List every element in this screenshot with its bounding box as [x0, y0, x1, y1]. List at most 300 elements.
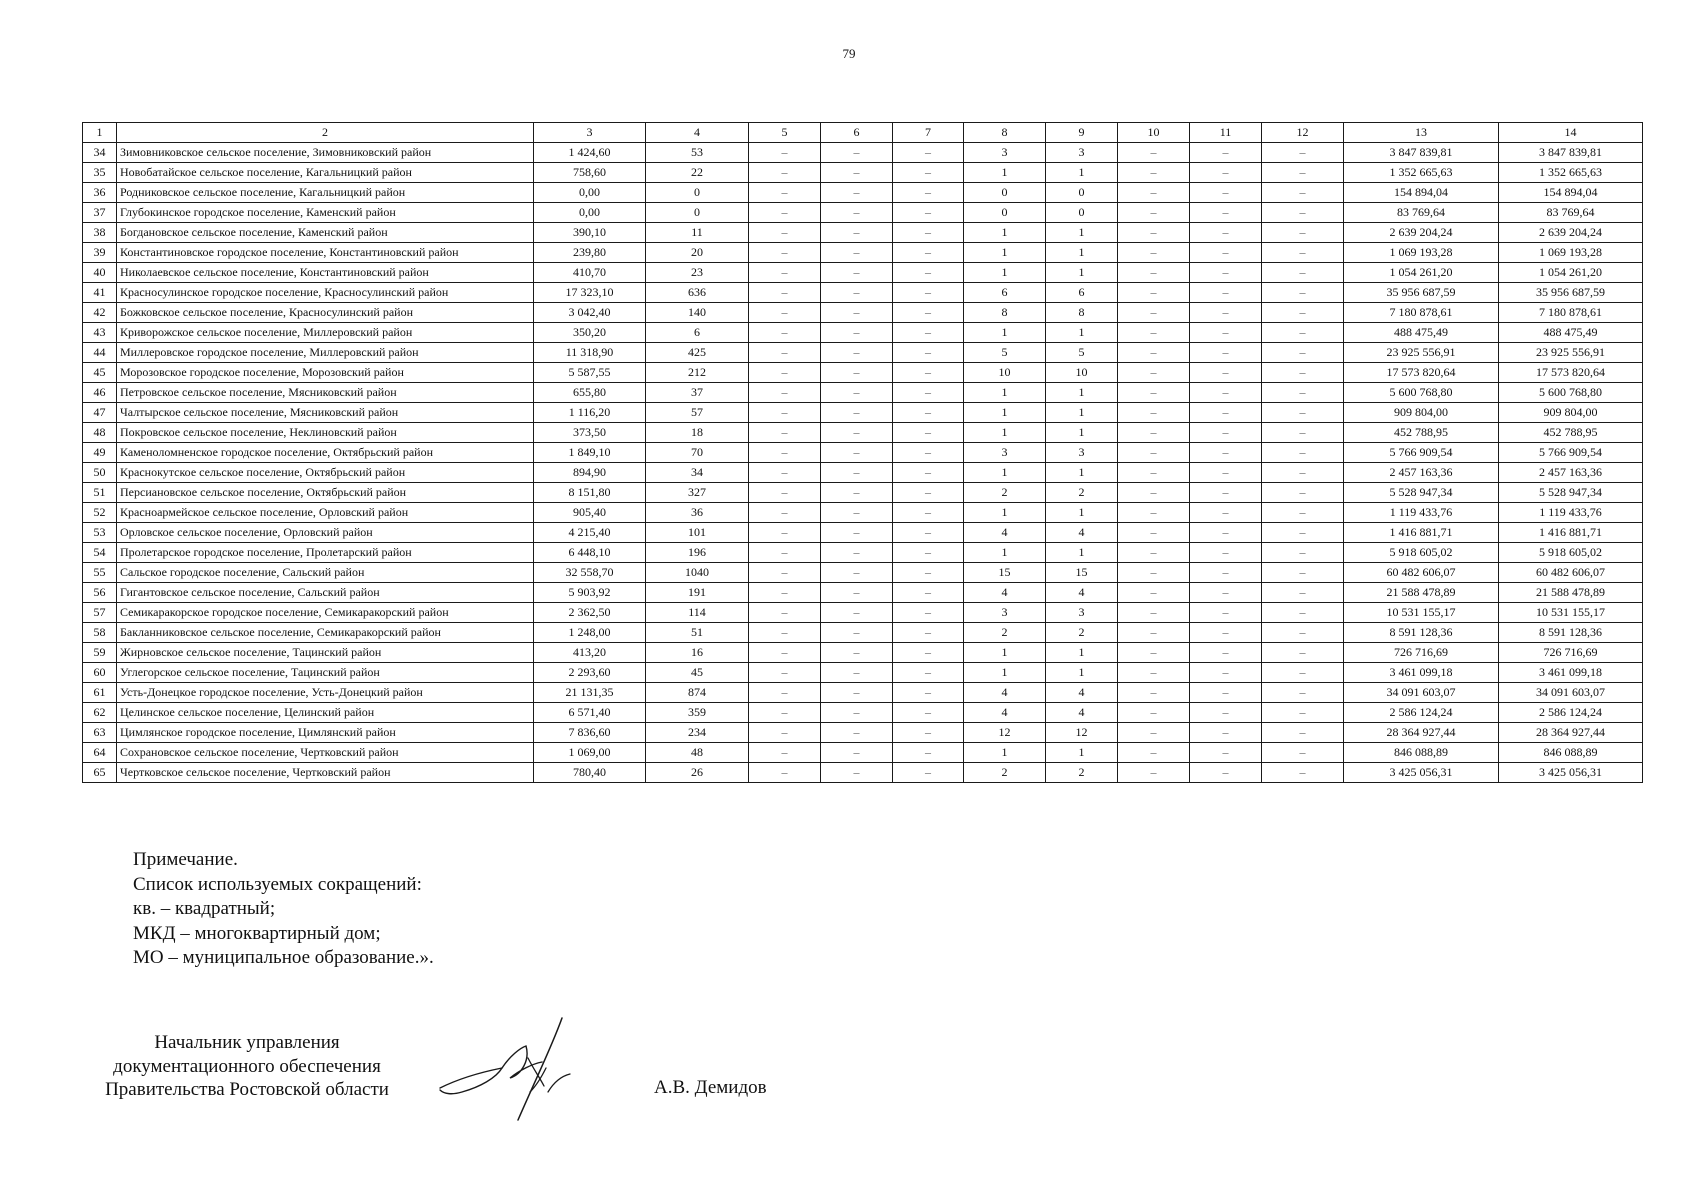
table-cell: – [821, 143, 893, 163]
table-cell: 16 [646, 643, 749, 663]
table-cell: 5 528 947,34 [1499, 483, 1643, 503]
table-cell: – [749, 363, 821, 383]
row-number-cell: 34 [83, 143, 117, 163]
table-cell: – [749, 183, 821, 203]
table-row [83, 563, 1643, 583]
table-cell: – [1190, 443, 1262, 463]
table-row [83, 703, 1643, 723]
table-cell: – [1262, 583, 1344, 603]
table-cell: 17 323,10 [534, 283, 646, 303]
table-cell: – [749, 503, 821, 523]
table-cell: 37 [646, 383, 749, 403]
table-cell: 11 318,90 [534, 343, 646, 363]
table-cell: – [893, 563, 964, 583]
table-cell: – [1262, 263, 1344, 283]
table-cell: 726 716,69 [1344, 643, 1499, 663]
table-cell: – [1190, 663, 1262, 683]
table-cell: 1 [1046, 243, 1118, 263]
table-cell: – [821, 263, 893, 283]
table-cell: 1 [964, 503, 1046, 523]
row-number-cell: 50 [83, 463, 117, 483]
table-cell: 4 [964, 583, 1046, 603]
table-cell: – [749, 483, 821, 503]
table-cell: 1 054 261,20 [1344, 263, 1499, 283]
table-cell: 1 054 261,20 [1499, 263, 1643, 283]
table-cell: – [749, 523, 821, 543]
table-cell: 5 600 768,80 [1499, 383, 1643, 403]
table-cell: – [1118, 663, 1190, 683]
table-cell: – [1190, 163, 1262, 183]
table-cell: – [749, 243, 821, 263]
table-cell: – [1262, 763, 1344, 783]
table-cell: 45 [646, 663, 749, 683]
table-cell: – [821, 383, 893, 403]
table-cell: 2 [964, 483, 1046, 503]
table-cell: – [821, 543, 893, 563]
table-cell: 1 [964, 643, 1046, 663]
table-row [83, 523, 1643, 543]
table-cell: 1 424,60 [534, 143, 646, 163]
table-cell: 7 836,60 [534, 723, 646, 743]
table-cell: – [893, 743, 964, 763]
table-cell: – [821, 183, 893, 203]
table-cell: – [893, 643, 964, 663]
table-cell: – [749, 323, 821, 343]
table-row [83, 663, 1643, 683]
table-cell: 23 925 556,91 [1344, 343, 1499, 363]
table-cell: – [1262, 463, 1344, 483]
table-cell: 3 [964, 443, 1046, 463]
table-cell: – [1262, 283, 1344, 303]
table-cell: – [1190, 643, 1262, 663]
table-cell: – [1262, 683, 1344, 703]
table-cell: – [821, 603, 893, 623]
table-cell: 1 [1046, 663, 1118, 683]
table-cell: – [749, 443, 821, 463]
table-cell: 1 [964, 423, 1046, 443]
table-cell: – [1262, 383, 1344, 403]
note-abbreviations-heading: Список используемых сокращений: [133, 873, 422, 895]
table-body [83, 143, 1643, 783]
table-cell: 3 [964, 143, 1046, 163]
settlement-name-cell: Новобатайское сельское поселение, Кагальницкий район [117, 163, 534, 183]
table-cell: – [749, 743, 821, 763]
column-header: 12 [1262, 123, 1344, 143]
table-row [83, 683, 1643, 703]
table-cell: 1 [964, 263, 1046, 283]
signatory-position-line: документационного обеспечения [113, 1055, 381, 1077]
table-cell: – [821, 443, 893, 463]
table-cell: 636 [646, 283, 749, 303]
table-cell: 758,60 [534, 163, 646, 183]
settlement-name-cell: Константиновское городское поселение, Константиновский район [117, 243, 534, 263]
table-cell: – [893, 423, 964, 443]
table-cell: 212 [646, 363, 749, 383]
table-row [83, 583, 1643, 603]
table-cell: 4 [1046, 683, 1118, 703]
table-cell: – [1118, 583, 1190, 603]
table-cell: – [1262, 323, 1344, 343]
table-cell: – [821, 223, 893, 243]
table-cell: 34 [646, 463, 749, 483]
table-cell: – [1118, 643, 1190, 663]
table-cell: – [821, 763, 893, 783]
table-cell: – [1262, 183, 1344, 203]
table-cell: – [1262, 443, 1344, 463]
table-cell: – [1262, 523, 1344, 543]
table-cell: – [893, 683, 964, 703]
table-cell: – [749, 403, 821, 423]
table-cell: – [1190, 743, 1262, 763]
column-header: 4 [646, 123, 749, 143]
table-cell: 1 [964, 323, 1046, 343]
table-cell: 1 [964, 383, 1046, 403]
table-row [83, 623, 1643, 643]
table-cell: 53 [646, 143, 749, 163]
table-cell: – [821, 323, 893, 343]
table-cell: 8 [1046, 303, 1118, 323]
row-number-cell: 46 [83, 383, 117, 403]
table-cell: 32 558,70 [534, 563, 646, 583]
table-cell: – [1190, 683, 1262, 703]
table-cell: – [1118, 543, 1190, 563]
table-cell: 4 [964, 683, 1046, 703]
table-cell: 21 131,35 [534, 683, 646, 703]
table-cell: 909 804,00 [1499, 403, 1643, 423]
table-cell: – [1118, 603, 1190, 623]
table-row [83, 423, 1643, 443]
table-cell: 5 [1046, 343, 1118, 363]
settlement-name-cell: Целинское сельское поселение, Целинский район [117, 703, 534, 723]
table-cell: – [1118, 183, 1190, 203]
table-cell: 10 531 155,17 [1344, 603, 1499, 623]
table-cell: – [1190, 463, 1262, 483]
table-cell: – [1262, 403, 1344, 423]
table-cell: – [821, 483, 893, 503]
row-number-cell: 47 [83, 403, 117, 423]
row-number-cell: 35 [83, 163, 117, 183]
table-cell: 327 [646, 483, 749, 503]
table-cell: 26 [646, 763, 749, 783]
table-cell: 1 [1046, 463, 1118, 483]
table-cell: 846 088,89 [1499, 743, 1643, 763]
signatory-position-line: Начальник управления [154, 1032, 340, 1053]
table-cell: 48 [646, 743, 749, 763]
table-cell: 1 069 193,28 [1499, 243, 1643, 263]
table-cell: – [1262, 643, 1344, 663]
table-cell: – [1118, 703, 1190, 723]
row-number-cell: 56 [83, 583, 117, 603]
table-cell: 35 956 687,59 [1344, 283, 1499, 303]
table-cell: 3 461 099,18 [1499, 663, 1643, 683]
signatory-position [82, 1031, 412, 1102]
table-cell: 1 [964, 743, 1046, 763]
settlement-name-cell: Криворожское сельское поселение, Миллеровский район [117, 323, 534, 343]
table-cell: 51 [646, 623, 749, 643]
settlement-name-cell: Родниковское сельское поселение, Кагальницкий район [117, 183, 534, 203]
table-cell: – [893, 603, 964, 623]
table-cell: – [893, 343, 964, 363]
table-cell: 21 588 478,89 [1499, 583, 1643, 603]
table-cell: – [749, 583, 821, 603]
table-cell: – [1118, 763, 1190, 783]
table-cell: – [1118, 143, 1190, 163]
table-cell: – [749, 383, 821, 403]
table-cell: 83 769,64 [1499, 203, 1643, 223]
settlement-name-cell: Сохрановское сельское поселение, Чертковский район [117, 743, 534, 763]
table-cell: – [893, 203, 964, 223]
table-cell: – [1190, 343, 1262, 363]
table-cell: – [821, 723, 893, 743]
table-cell: 3 [964, 603, 1046, 623]
table-cell: 10 [964, 363, 1046, 383]
table-cell: 57 [646, 403, 749, 423]
table-cell: – [749, 223, 821, 243]
table-row [83, 163, 1643, 183]
table-cell: 425 [646, 343, 749, 363]
table-cell: – [893, 543, 964, 563]
table-cell: – [893, 443, 964, 463]
row-number-cell: 64 [83, 743, 117, 763]
row-number-cell: 59 [83, 643, 117, 663]
column-header: 9 [1046, 123, 1118, 143]
table-cell: 1 119 433,76 [1344, 503, 1499, 523]
note-abbreviation-line: МКД – многоквартирный дом; [133, 922, 381, 944]
table-cell: – [821, 583, 893, 603]
row-number-cell: 49 [83, 443, 117, 463]
table-row [83, 503, 1643, 523]
table-cell: – [1190, 703, 1262, 723]
table-cell: – [749, 303, 821, 323]
settlement-name-cell: Бакланниковское сельское поселение, Семикаракорский район [117, 623, 534, 643]
table-cell: – [1118, 243, 1190, 263]
table-cell: 1 416 881,71 [1344, 523, 1499, 543]
table-cell: – [893, 503, 964, 523]
table-cell: – [1190, 143, 1262, 163]
row-number-cell: 36 [83, 183, 117, 203]
table-cell: 6 [964, 283, 1046, 303]
table-cell: – [749, 663, 821, 683]
column-header: 1 [83, 123, 117, 143]
table-cell: 1 [1046, 423, 1118, 443]
table-cell: – [1118, 723, 1190, 743]
table-cell: 488 475,49 [1499, 323, 1643, 343]
table-cell: – [821, 463, 893, 483]
table-cell: 8 [964, 303, 1046, 323]
column-header: 13 [1344, 123, 1499, 143]
table-cell: – [1190, 583, 1262, 603]
table-cell: – [821, 423, 893, 443]
table-row [83, 203, 1643, 223]
table-cell: 894,90 [534, 463, 646, 483]
table-cell: 36 [646, 503, 749, 523]
table-cell: 11 [646, 223, 749, 243]
table-cell: 452 788,95 [1344, 423, 1499, 443]
table-cell: – [893, 723, 964, 743]
table-cell: – [1118, 283, 1190, 303]
table-cell: 3 461 099,18 [1344, 663, 1499, 683]
table-cell: – [821, 623, 893, 643]
handwritten-signature [430, 1016, 630, 1126]
table-cell: 7 180 878,61 [1344, 303, 1499, 323]
table-cell: – [1262, 203, 1344, 223]
table-cell: – [1118, 483, 1190, 503]
table-cell: 1 [964, 223, 1046, 243]
table-cell: 28 364 927,44 [1344, 723, 1499, 743]
table-row [83, 343, 1643, 363]
column-header: 3 [534, 123, 646, 143]
table-cell: – [1190, 483, 1262, 503]
table-cell: 12 [964, 723, 1046, 743]
table-cell: – [1190, 323, 1262, 343]
table-cell: – [749, 723, 821, 743]
table-row [83, 483, 1643, 503]
settlement-name-cell: Жирновское сельское поселение, Тацинский район [117, 643, 534, 663]
table-cell: 0 [1046, 203, 1118, 223]
table-cell: – [1262, 223, 1344, 243]
table-cell: – [821, 163, 893, 183]
table-cell: – [1190, 203, 1262, 223]
settlement-name-cell: Гигантовское сельское поселение, Сальский район [117, 583, 534, 603]
table-cell: – [893, 583, 964, 603]
table-cell: 10 531 155,17 [1499, 603, 1643, 623]
table-cell: – [1262, 623, 1344, 643]
note-block [133, 848, 434, 971]
table-cell: 3 847 839,81 [1344, 143, 1499, 163]
table-cell: 4 [1046, 583, 1118, 603]
table-row [83, 463, 1643, 483]
table-cell: 2 586 124,24 [1499, 703, 1643, 723]
table-cell: – [821, 643, 893, 663]
table-cell: 3 847 839,81 [1499, 143, 1643, 163]
table-cell: 6 571,40 [534, 703, 646, 723]
table-cell: 1 [1046, 743, 1118, 763]
column-header: 5 [749, 123, 821, 143]
table-cell: – [1118, 463, 1190, 483]
table-cell: – [749, 543, 821, 563]
table-row [83, 763, 1643, 783]
table-cell: – [1118, 203, 1190, 223]
table-cell: – [821, 403, 893, 423]
table-cell: 359 [646, 703, 749, 723]
table-cell: 1 352 665,63 [1344, 163, 1499, 183]
table-cell: – [1118, 443, 1190, 463]
table-cell: 2 [1046, 623, 1118, 643]
row-number-cell: 61 [83, 683, 117, 703]
row-number-cell: 57 [83, 603, 117, 623]
row-number-cell: 37 [83, 203, 117, 223]
table-cell: 390,10 [534, 223, 646, 243]
row-number-cell: 45 [83, 363, 117, 383]
table-cell: 17 573 820,64 [1344, 363, 1499, 383]
table-cell: – [749, 763, 821, 783]
table-cell: 4 215,40 [534, 523, 646, 543]
table-row [83, 323, 1643, 343]
table-row [83, 223, 1643, 243]
table-cell: 2 [964, 763, 1046, 783]
table-row [83, 243, 1643, 263]
table-cell: – [1262, 563, 1344, 583]
table-cell: 196 [646, 543, 749, 563]
row-number-cell: 48 [83, 423, 117, 443]
table-cell: – [1262, 503, 1344, 523]
table-cell: 15 [964, 563, 1046, 583]
table-cell: 1 352 665,63 [1499, 163, 1643, 183]
table-cell: – [749, 703, 821, 723]
table-cell: – [1118, 563, 1190, 583]
table-cell: 1 [964, 403, 1046, 423]
table-cell: 846 088,89 [1344, 743, 1499, 763]
table-cell: – [893, 183, 964, 203]
table-cell: – [1262, 723, 1344, 743]
table-cell: 874 [646, 683, 749, 703]
settlement-name-cell: Красносулинское городское поселение, Красносулинский район [117, 283, 534, 303]
column-header: 2 [117, 123, 534, 143]
table-cell: 5 587,55 [534, 363, 646, 383]
table-cell: 1 [1046, 223, 1118, 243]
table-cell: 0,00 [534, 203, 646, 223]
settlement-name-cell: Усть-Донецкое городское поселение, Усть-Донецкий район [117, 683, 534, 703]
column-header: 14 [1499, 123, 1643, 143]
table-cell: 60 482 606,07 [1344, 563, 1499, 583]
table-cell: – [893, 763, 964, 783]
settlement-name-cell: Зимовниковское сельское поселение, Зимовниковский район [117, 143, 534, 163]
table-cell: – [1118, 743, 1190, 763]
row-number-cell: 65 [83, 763, 117, 783]
column-header: 8 [964, 123, 1046, 143]
table-row [83, 263, 1643, 283]
table-cell: 1 [964, 463, 1046, 483]
row-number-cell: 54 [83, 543, 117, 563]
table-cell: 5 600 768,80 [1344, 383, 1499, 403]
table-cell: 18 [646, 423, 749, 443]
table-cell: 2 293,60 [534, 663, 646, 683]
settlement-name-cell: Краснокутское сельское поселение, Октябрьский район [117, 463, 534, 483]
table-cell: 1 [1046, 643, 1118, 663]
table-cell: – [1118, 163, 1190, 183]
table-cell: – [1190, 263, 1262, 283]
table-cell: 34 091 603,07 [1344, 683, 1499, 703]
table-row [83, 443, 1643, 463]
table-cell: – [1262, 423, 1344, 443]
table-cell: 3 [1046, 143, 1118, 163]
table-cell: 2 586 124,24 [1344, 703, 1499, 723]
table-cell: – [893, 463, 964, 483]
table-cell: – [1118, 503, 1190, 523]
settlement-name-cell: Чалтырское сельское поселение, Мясниковский район [117, 403, 534, 423]
table-cell: – [1262, 483, 1344, 503]
table-cell: 1 [1046, 403, 1118, 423]
table-cell: – [893, 703, 964, 723]
row-number-cell: 41 [83, 283, 117, 303]
row-number-cell: 42 [83, 303, 117, 323]
table-cell: 15 [1046, 563, 1118, 583]
table-cell: – [1190, 283, 1262, 303]
table-cell: – [749, 343, 821, 363]
table-cell: – [749, 643, 821, 663]
table-cell: 905,40 [534, 503, 646, 523]
settlement-name-cell: Миллеровское городское поселение, Миллеровский район [117, 343, 534, 363]
settlement-name-cell: Николаевское сельское поселение, Константиновский район [117, 263, 534, 283]
page-number: 79 [842, 46, 856, 61]
table-cell: 101 [646, 523, 749, 543]
table-cell: – [1190, 723, 1262, 743]
table-cell: – [1190, 403, 1262, 423]
table-cell: 1 116,20 [534, 403, 646, 423]
table-cell: – [1262, 743, 1344, 763]
table-cell: 4 [964, 523, 1046, 543]
table-cell: 234 [646, 723, 749, 743]
